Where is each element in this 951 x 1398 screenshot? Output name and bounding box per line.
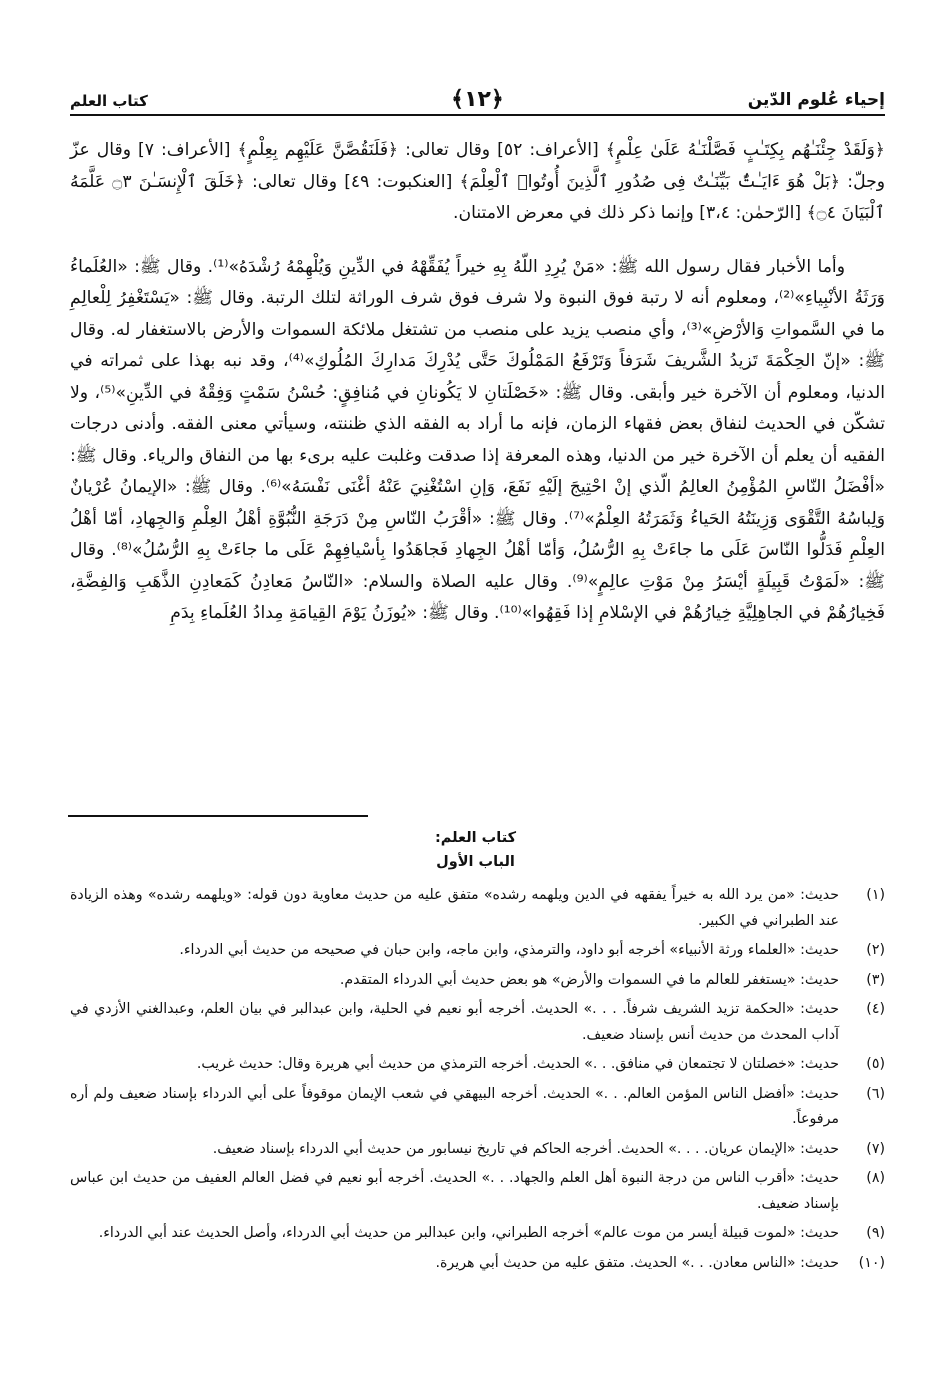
footnote-number: (٥) <box>866 1056 885 1072</box>
footnote-text: حديث: «الحكمة تزيد الشريف شرفاً. . . .» الحديث. أخرجه أبو نعيم في الحلية، وابن عبدالبر في بيان العلم، وعبدالغني الأزدي في آداب المحدث من حديث أنس بإسناد ضعيف. <box>70 1001 839 1043</box>
footnote-number: (١) <box>866 887 885 903</box>
footnote-number: (٤) <box>866 1001 885 1017</box>
book-title: إحياء عُلوم الدّين <box>747 90 885 110</box>
footnote-text: حديث: «خصلتان لا تجتمعان في منافق. . .» الحديث. أخرجه الترمذي من حديث أبي هريرة وقال: حديث غريب. <box>196 1056 839 1072</box>
footnote <box>70 997 885 1048</box>
footnote <box>70 1221 885 1247</box>
footnote-heading-book: كتاب العلم: <box>434 830 517 846</box>
page-number: ﴿١٢﴾ <box>451 87 504 112</box>
body-paragraph-1: ﴿وَلَقَدْ جِئْنَـٰهُم بِكِتَـٰبٍ فَصَّلْنَـٰهُ عَلَىٰ عِلْمٍ﴾ [الأعراف: ٥٢] وقال تعالى: ﴿فَلَنَقُصَّنَّ عَلَيْهِم بِعِلْمٍ﴾ [الأعراف: ٧] وقال عزّ وجلّ: ﴿بَلْ هُوَ ءَايَـٰتٌۢ بَيِّنَـٰتٌ فِى صُدُورِ ٱلَّذِينَ أُوتُوا۟ ٱلْعِلْمَ﴾ [العنكبوت: ٤٩] وقال تعالى: ﴿خَلَقَ ٱلْإِنسَـٰنَ ۝٣ عَلَّمَهُ ٱلْبَيَانَ ۝٤﴾ [الرّحمٰن: ٣،٤] وإنما ذكر ذلك في معرض الامتنان. <box>70 140 886 223</box>
footnote-text: حديث: «لموت قبيلة أيسر من موت عالم» أخرجه الطبراني، وابن عبدالبر من حديث أبي الدرداء، وأصل الحديث عند أبي الدرداء. <box>98 1225 839 1241</box>
main-text <box>70 135 885 630</box>
footnote-text: حديث: «يستغفر للعالم ما في السموات والأرض» هو بعض حديث أبي الدرداء المتقدم. <box>339 971 839 988</box>
footnote-number: (٣) <box>866 971 885 988</box>
footnote-text: حديث: «من يرد الله به خيراً يفقهه في الدين ويلهمه رشده» متفق عليه من حديث معاوية دون قوله: «ويلهمه رشده» وهذه الزيادة عند الطبراني في الكبير. <box>70 887 839 929</box>
footnote-number: (٦) <box>866 1085 885 1102</box>
footnote-number: (٧) <box>866 1140 885 1157</box>
footnote-number: (٢) <box>866 942 885 958</box>
footnotes <box>70 883 885 1280</box>
section-title: كتاب العلم <box>70 92 148 110</box>
body-paragraph-2: وأما الأخبار فقال رسول الله ﷺ: «مَنْ يُرِدِ اللّهُ بِهِ خيراً يُفَقِّهْهُ في الدِّينِ وَيُلْهِمْهُ رُشْدَهُ»⁽¹⁾. وقال ﷺ: «العُلَماءُ وَرَثَةُ الأنْبِياءِ»⁽²⁾، ومعلوم أنه لا رتبة فوق النبوة ولا شرف فوق شرف الوراثة لتلك الرتبة. وقال ﷺ: «يَسْتَغْفِرُ لِلْعالِمِ ما في السَّمواتِ وَالأرْضِ»⁽³⁾، وأي منصب يزيد على منصب من تشتغل ملائكة السموات والأرض بالاستغفار له. وقال ﷺ: «إنّ الحِكْمَةَ تَزيدُ الشَّريفَ شَرَفاً وَتَرْفَعُ المَمْلُوكَ حَتَّى يُدْرِكَ مَدارِكَ المُلُوكِ»⁽⁴⁾، وقد نبه بهذا على ثمراته في الدنيا، ومعلوم أن الآخرة خير وأبقى. وقال ﷺ: «خَصْلَتانِ لا يَكُونانِ في مُنافِقٍ: حُسْنُ سَمْتٍ وَفِقْهٌ في الدِّينِ»⁽⁵⁾، ولا تشكّن في الحديث لنفاق بعض فقهاء الزمان، فإنه ما أراد به الفقه الذي ظننته، وسيأتي معنى الفقه. وأدنى درجات الفقيه أن يعلم أن الآخرة خير من الدنيا، وهذه المعرفة إذا صدقت وغلبت عليه برىء بها من النفاق والرياء. وقال ﷺ: «أفْضَلُ النّاسِ المُؤْمِنُ العالِمُ الّذي إنْ احْتِيجَ إلَيْهِ نَفَعَ، وَإنِ اسْتُغْنِيَ عَنْهُ أغْنَى نَفْسَهُ»⁽⁶⁾. وقال ﷺ: «الإيمانُ عُرْيانٌ وَلِباسُهُ التَّقْوَى وَزِينَتُهُ الحَياءُ وَثَمَرَتُهُ العِلْمُ»⁽⁷⁾. وقال ﷺ: «أقْرَبُ النّاسِ مِنْ دَرَجَةِ النُّبُوَّةِ أهْلُ العِلْمِ وَالجِهادِ، أمّا أهْلُ العِلْمِ فَدَلُّوا النّاسَ عَلَى ما جاءَتْ بِهِ الرُّسُلُ، وَأمّا أهْلُ الجِهادِ فَجاهَدُوا بِأسْيافِهِمْ عَلَى ما جاءَتْ بِهِ الرُّسُلُ»⁽⁸⁾. وقال ﷺ: «لَمَوْتُ قَبِيلَةٍ أيْسَرُ مِنْ مَوْتِ عالِمٍ»⁽⁹⁾. وقال عليه الصلاة والسلام: «النّاسُ مَعادِنُ كَمَعادِنِ الذَّهَبِ وَالفِضَّةِ، فَخِيارُهُمْ في الجاهِلِيَّةِ خِيارُهُمْ في الإسْلامِ إذا فَقِهُوا»⁽¹⁰⁾. وقال ﷺ: «يُوزَنُ يَوْمَ القِيامَةِ مِدادُ العُلَماءِ بِدَمِ <box>70 256 886 623</box>
footnote <box>70 1251 885 1277</box>
footnote-text: حديث: «الناس معادن. . .» الحديث. متفق عليه من حديث أبي هريرة. <box>435 1254 839 1271</box>
footnote <box>70 938 885 964</box>
footnote <box>70 883 885 934</box>
footnote <box>70 968 885 994</box>
footnote <box>70 1166 885 1217</box>
footnote-number: (٩) <box>866 1225 885 1241</box>
footnote-heading-chapter: الباب الأول <box>436 854 515 870</box>
footnote-heading <box>0 826 951 874</box>
footnote-text: حديث: «الإيمان عريان. . . .» الحديث. أخرجه الحاكم في تاريخ نيسابور من حديث أبي الدرداء بإسناد ضعيف. <box>212 1140 839 1157</box>
footnote-text: حديث: «أفضل الناس المؤمن العالم. . .» الحديث. أخرجه البيهقي في شعب الإيمان موقوفاً على أبي الدرداء بإسناد ضعيف ولم أره مرفوعاً. <box>70 1085 839 1127</box>
footnote <box>70 1137 885 1163</box>
footnote-number: (٨) <box>866 1170 885 1186</box>
footnote-separator <box>68 815 368 817</box>
footnote-text: حديث: «أقرب الناس من درجة النبوة أهل العلم والجهاد. . .» الحديث. أخرجه أبو نعيم في فضل العالم العفيف من حديث ابن عباس بإسناد ضعيف. <box>70 1170 839 1212</box>
footnote-text: حديث: «العلماء ورثة الأنبياء» أخرجه أبو داود، والترمذي، وابن ماجه، وابن حبان في صحيحه من حديث أبي الدرداء. <box>179 942 839 958</box>
footnote-number: (١٠) <box>858 1254 885 1271</box>
footnote <box>70 1082 885 1133</box>
footnote <box>70 1052 885 1078</box>
running-header <box>70 70 885 116</box>
